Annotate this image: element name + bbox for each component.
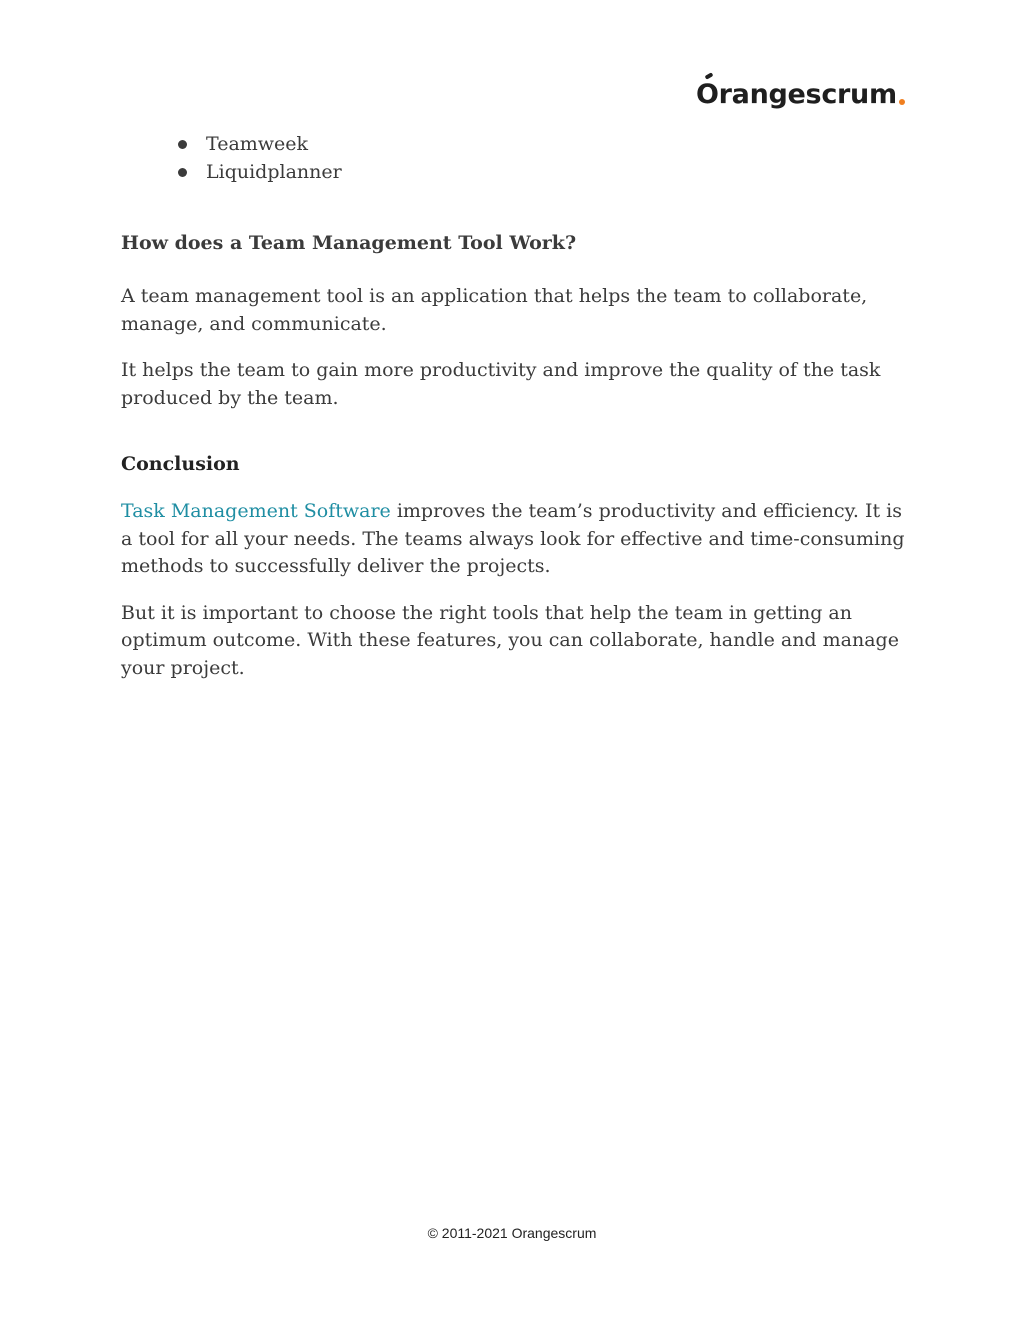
paragraph-conclusion-text: improves the team’s productivity and efficiency. It is a tool for all your needs. The teams always look for effective and time-consuming methods to successfully deliver the projects.: [121, 500, 905, 577]
tool-list: [121, 130, 911, 186]
logo-orange-dot-icon: [899, 99, 905, 105]
list-item-label: Liquidplanner: [206, 161, 342, 183]
section-heading-conclusion: Conclusion: [121, 453, 240, 475]
section-heading-how-it-works: How does a Team Management Tool Work?: [121, 232, 577, 254]
list-item: [121, 130, 911, 158]
paragraph-conclusion: [121, 498, 911, 581]
paragraph-benefits: It helps the team to gain more productivity and improve the quality of the task produced by the team.: [121, 359, 881, 409]
document-content: [121, 130, 911, 682]
footer-copyright: © 2011-2021 Orangescrum: [427, 1225, 597, 1241]
logo-wordmark-rest: rangescrum: [718, 79, 897, 110]
paragraph-definition: A team management tool is an application that helps the team to collaborate, manage, and communicate.: [121, 285, 868, 335]
bullet-icon: [178, 140, 187, 149]
logo-accent-mark: [705, 72, 714, 79]
task-management-software-link[interactable]: Task Management Software: [121, 500, 391, 522]
bullet-icon: [178, 168, 187, 177]
paragraph-closing: But it is important to choose the right tools that help the team in getting an optimum outcome. With these features, you can collaborate, handle and manage your project.: [121, 601, 899, 679]
list-item: [121, 158, 911, 186]
orangescrum-logo: [696, 68, 905, 108]
logo-o-letter: O: [696, 81, 719, 108]
list-item-label: Teamweek: [206, 133, 309, 155]
